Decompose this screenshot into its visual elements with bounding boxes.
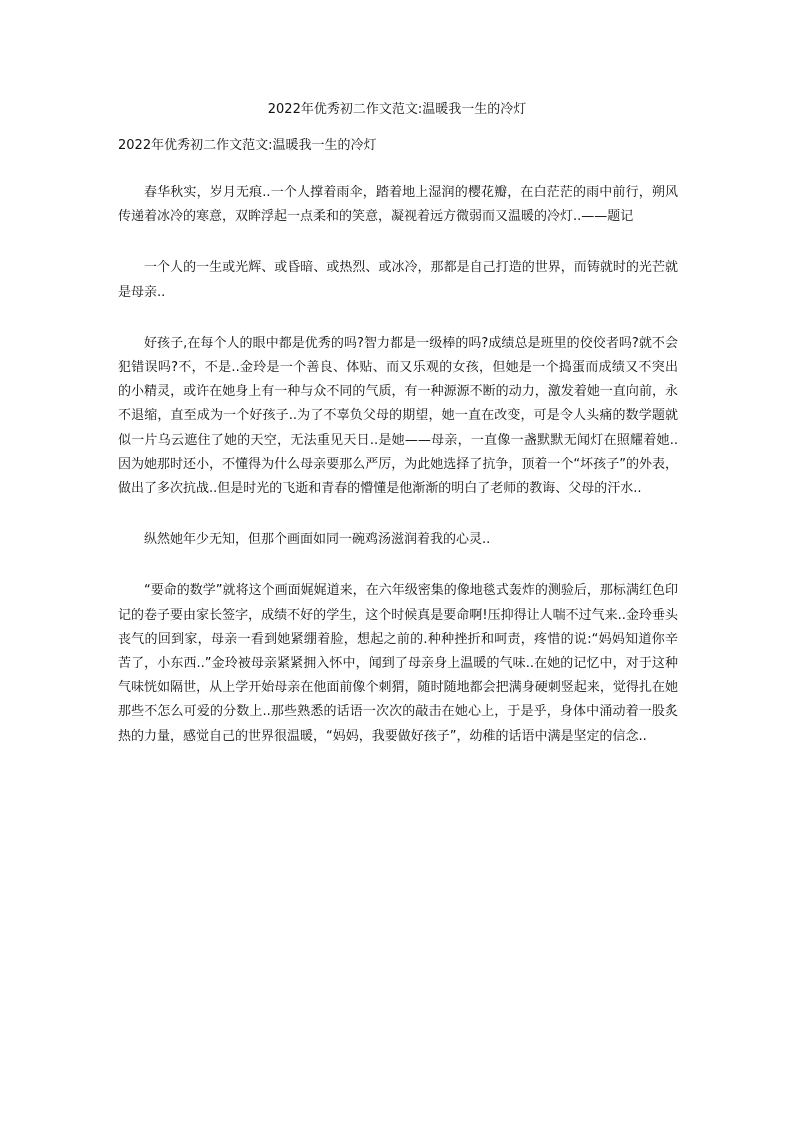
paragraph-mother-light: 一个人的一生或光辉、或昏暗、或热烈、或冰冷，那都是自己打造的世界，而铸就时的光芒就是母亲.. [118,260,678,300]
document-subtitle: 2022年优秀初二作文范文:温暖我一生的冷灯 [118,138,377,153]
page-title: 2022年优秀初二作文范文:温暖我一生的冷灯 [267,102,527,117]
paragraph-young-ignorant: 纵然她年少无知，但那个画面如同一碗鸡汤滋润着我的心灵.. [144,532,491,548]
paragraph-math-story: “要命的数学”就将这个画面娓娓道来，在六年级密集的像地毯式轰炸的测验后，那标满红色印记的卷子要由家长签字，成绩不好的学生，这个时候真是要命啊!压抑得让人喘不过气来..金玲垂头丧气的回到家，母亲一看到她紧绷着脸，想起之前的.种种挫折和呵责，疼惜的说:“妈妈知道你辛苦了，小东西..”金玲被母亲紧紧拥入怀中，闻到了母亲身上温暖的气味..在她的记忆中，对于这种气味恍如隔世，从上学开始母亲在他面前像个刺猬，随时随地都会把满身硬刺竖起来，觉得扎在她那些不怎么可爱的分数上..那些熟悉的话语一次次的敲击在她心上，于是乎，身体中涌动着一股炙热的力量，感觉自己的世界很温暖，“妈妈，我要做好孩子”，幼稚的话语中满是坚定的信念.. [118,583,678,744]
article-body [118,181,678,776]
paragraph-epigraph: 春华秋实，岁月无痕..一个人撑着雨伞，踏着地上湿润的樱花瓣，在白茫茫的雨中前行，朔风传递着冰冷的寒意，双眸浮起一点柔和的笑意，凝视着远方微弱而又温暖的冷灯..——题记 [118,185,678,225]
paragraph-good-child: 好孩子,在每个人的眼中都是优秀的吗?智力都是一级棒的吗?成绩总是班里的佼佼者吗?就不会犯错误吗?不，不是..金玲是一个善良、体贴、而又乐观的女孩，但她是一个捣蛋而成绩又不突出的小精灵，或许在她身上有一种与众不同的气质，有一种源源不断的动力，激发着她一直向前，永不退缩，直至成为一个好孩子..为了不辜负父母的期望，她一直在改变，可是令人头痛的数学题就似一片乌云遮住了她的天空，无法重见天日..是她——母亲，一直像一盏默默无闻灯在照耀着她..因为她那时还小，不懂得为什么母亲要那么严厉，为此她选择了抗争，顶着一个“坏孩子”的外表，做出了多次抗战..但是时光的飞逝和青春的懵懂是他渐渐的明白了老师的教诲、父母的汗水.. [118,335,678,497]
